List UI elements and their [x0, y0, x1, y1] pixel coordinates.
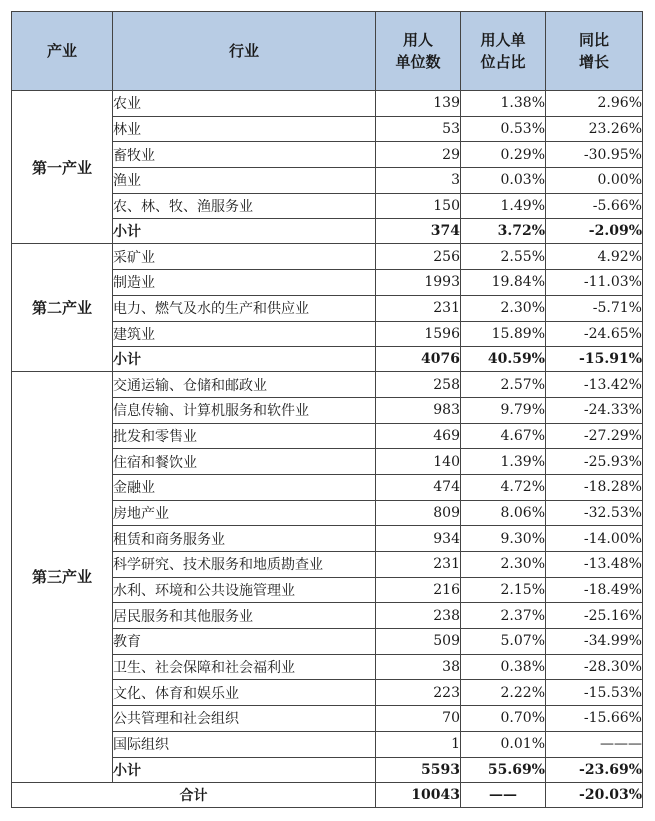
unit-count: 934: [376, 526, 461, 552]
unit-count: 474: [376, 474, 461, 500]
yoy-growth: -5.66%: [546, 193, 643, 219]
yoy-growth: -14.00%: [546, 526, 643, 552]
total-row: [12, 782, 643, 808]
industry-group-label: 第一产业: [12, 91, 113, 244]
unit-count: 1: [376, 731, 461, 757]
yoy-growth: -34.99%: [546, 629, 643, 655]
yoy-growth: -18.28%: [546, 474, 643, 500]
unit-count: 231: [376, 552, 461, 578]
unit-count: 139: [376, 91, 461, 117]
header-unit-share-line1: 用人单: [480, 31, 526, 49]
unit-count: 140: [376, 449, 461, 475]
unit-count: 509: [376, 629, 461, 655]
unit-share: 2.22%: [461, 680, 546, 706]
header-sector: 行业: [113, 12, 376, 91]
industry-employer-table: [11, 11, 643, 808]
sector-name: 居民服务和其他服务业: [113, 603, 376, 629]
yoy-growth: 4.92%: [546, 244, 643, 270]
unit-count: 216: [376, 577, 461, 603]
unit-share: 4.67%: [461, 423, 546, 449]
industry-group-label: 第二产业: [12, 244, 113, 372]
table-body: [12, 91, 643, 808]
yoy-growth: -24.65%: [546, 321, 643, 347]
sector-name: 渔业: [113, 168, 376, 194]
total-share: ——: [461, 782, 546, 808]
subtotal-count: 4076: [376, 347, 461, 372]
unit-share: 1.49%: [461, 193, 546, 219]
sector-name: 交通运输、仓储和邮政业: [113, 372, 376, 398]
sector-name: 教育: [113, 629, 376, 655]
header-unit-share: [461, 12, 546, 91]
sector-name: 科学研究、技术服务和地质勘查业: [113, 552, 376, 578]
industry-group-label: 第三产业: [12, 372, 113, 782]
yoy-growth: -13.42%: [546, 372, 643, 398]
yoy-growth: -32.53%: [546, 500, 643, 526]
table-row: [12, 372, 643, 398]
sector-name: 住宿和餐饮业: [113, 449, 376, 475]
sector-name: 卫生、社会保障和社会福利业: [113, 654, 376, 680]
sector-name: 信息传输、计算机服务和软件业: [113, 397, 376, 423]
unit-share: 2.57%: [461, 372, 546, 398]
sector-name: 租赁和商务服务业: [113, 526, 376, 552]
header-row: [12, 12, 643, 91]
unit-share: 8.06%: [461, 500, 546, 526]
yoy-growth: -24.33%: [546, 397, 643, 423]
yoy-growth: ———: [546, 731, 643, 757]
yoy-growth: -25.93%: [546, 449, 643, 475]
header-unit-count-line2: 单位数: [395, 53, 441, 71]
subtotal-yoy: -2.09%: [546, 219, 643, 244]
unit-share: 2.30%: [461, 295, 546, 321]
subtotal-share: 55.69%: [461, 757, 546, 782]
unit-share: 0.29%: [461, 142, 546, 168]
header-yoy-growth-line2: 增长: [578, 53, 609, 71]
yoy-growth: 2.96%: [546, 91, 643, 117]
sector-name: 农业: [113, 91, 376, 117]
header-industry: 产业: [12, 12, 113, 91]
total-label: 合计: [12, 782, 376, 808]
header-yoy-growth: [546, 12, 643, 91]
subtotal-label: 小计: [113, 347, 376, 372]
sector-name: 文化、体育和娱乐业: [113, 680, 376, 706]
sector-name: 农、林、牧、渔服务业: [113, 193, 376, 219]
unit-share: 4.72%: [461, 474, 546, 500]
header-unit-count-line1: 用人: [402, 31, 433, 49]
subtotal-label: 小计: [113, 757, 376, 782]
sector-name: 水利、环境和公共设施管理业: [113, 577, 376, 603]
header-unit-count: [376, 12, 461, 91]
unit-share: 0.01%: [461, 731, 546, 757]
table-row: [12, 244, 643, 270]
unit-share: 1.39%: [461, 449, 546, 475]
yoy-growth: -18.49%: [546, 577, 643, 603]
unit-share: 5.07%: [461, 629, 546, 655]
sector-name: 畜牧业: [113, 142, 376, 168]
yoy-growth: -28.30%: [546, 654, 643, 680]
unit-share: 2.15%: [461, 577, 546, 603]
unit-share: 15.89%: [461, 321, 546, 347]
sector-name: 建筑业: [113, 321, 376, 347]
yoy-growth: 0.00%: [546, 168, 643, 194]
sector-name: 采矿业: [113, 244, 376, 270]
subtotal-share: 3.72%: [461, 219, 546, 244]
unit-share: 0.03%: [461, 168, 546, 194]
unit-count: 150: [376, 193, 461, 219]
yoy-growth: -27.29%: [546, 423, 643, 449]
unit-share: 0.53%: [461, 116, 546, 142]
sector-name: 制造业: [113, 270, 376, 296]
sector-name: 电力、燃气及水的生产和供应业: [113, 295, 376, 321]
subtotal-yoy: -23.69%: [546, 757, 643, 782]
unit-count: 258: [376, 372, 461, 398]
yoy-growth: -11.03%: [546, 270, 643, 296]
unit-count: 53: [376, 116, 461, 142]
unit-count: 469: [376, 423, 461, 449]
yoy-growth: -25.16%: [546, 603, 643, 629]
yoy-growth: -5.71%: [546, 295, 643, 321]
unit-count: 1596: [376, 321, 461, 347]
total-yoy: -20.03%: [546, 782, 643, 808]
sector-name: 林业: [113, 116, 376, 142]
unit-share: 0.70%: [461, 706, 546, 732]
sector-name: 金融业: [113, 474, 376, 500]
unit-share: 1.38%: [461, 91, 546, 117]
unit-count: 1993: [376, 270, 461, 296]
subtotal-label: 小计: [113, 219, 376, 244]
sector-name: 国际组织: [113, 731, 376, 757]
unit-count: 3: [376, 168, 461, 194]
yoy-growth: -30.95%: [546, 142, 643, 168]
unit-count: 231: [376, 295, 461, 321]
subtotal-yoy: -15.91%: [546, 347, 643, 372]
header-yoy-growth-line1: 同比: [578, 31, 609, 49]
unit-count: 38: [376, 654, 461, 680]
unit-count: 238: [376, 603, 461, 629]
unit-share: 0.38%: [461, 654, 546, 680]
unit-count: 983: [376, 397, 461, 423]
unit-share: 9.79%: [461, 397, 546, 423]
unit-share: 2.55%: [461, 244, 546, 270]
unit-share: 9.30%: [461, 526, 546, 552]
unit-share: 2.37%: [461, 603, 546, 629]
sector-name: 公共管理和社会组织: [113, 706, 376, 732]
unit-share: 19.84%: [461, 270, 546, 296]
unit-count: 223: [376, 680, 461, 706]
unit-count: 29: [376, 142, 461, 168]
sector-name: 房地产业: [113, 500, 376, 526]
yoy-growth: 23.26%: [546, 116, 643, 142]
sector-name: 批发和零售业: [113, 423, 376, 449]
subtotal-count: 5593: [376, 757, 461, 782]
unit-count: 256: [376, 244, 461, 270]
header-unit-share-line2: 位占比: [480, 53, 526, 71]
yoy-growth: -15.66%: [546, 706, 643, 732]
yoy-growth: -15.53%: [546, 680, 643, 706]
total-count: 10043: [376, 782, 461, 808]
yoy-growth: -13.48%: [546, 552, 643, 578]
subtotal-share: 40.59%: [461, 347, 546, 372]
table-row: [12, 91, 643, 117]
unit-share: 2.30%: [461, 552, 546, 578]
unit-count: 809: [376, 500, 461, 526]
subtotal-count: 374: [376, 219, 461, 244]
unit-count: 70: [376, 706, 461, 732]
